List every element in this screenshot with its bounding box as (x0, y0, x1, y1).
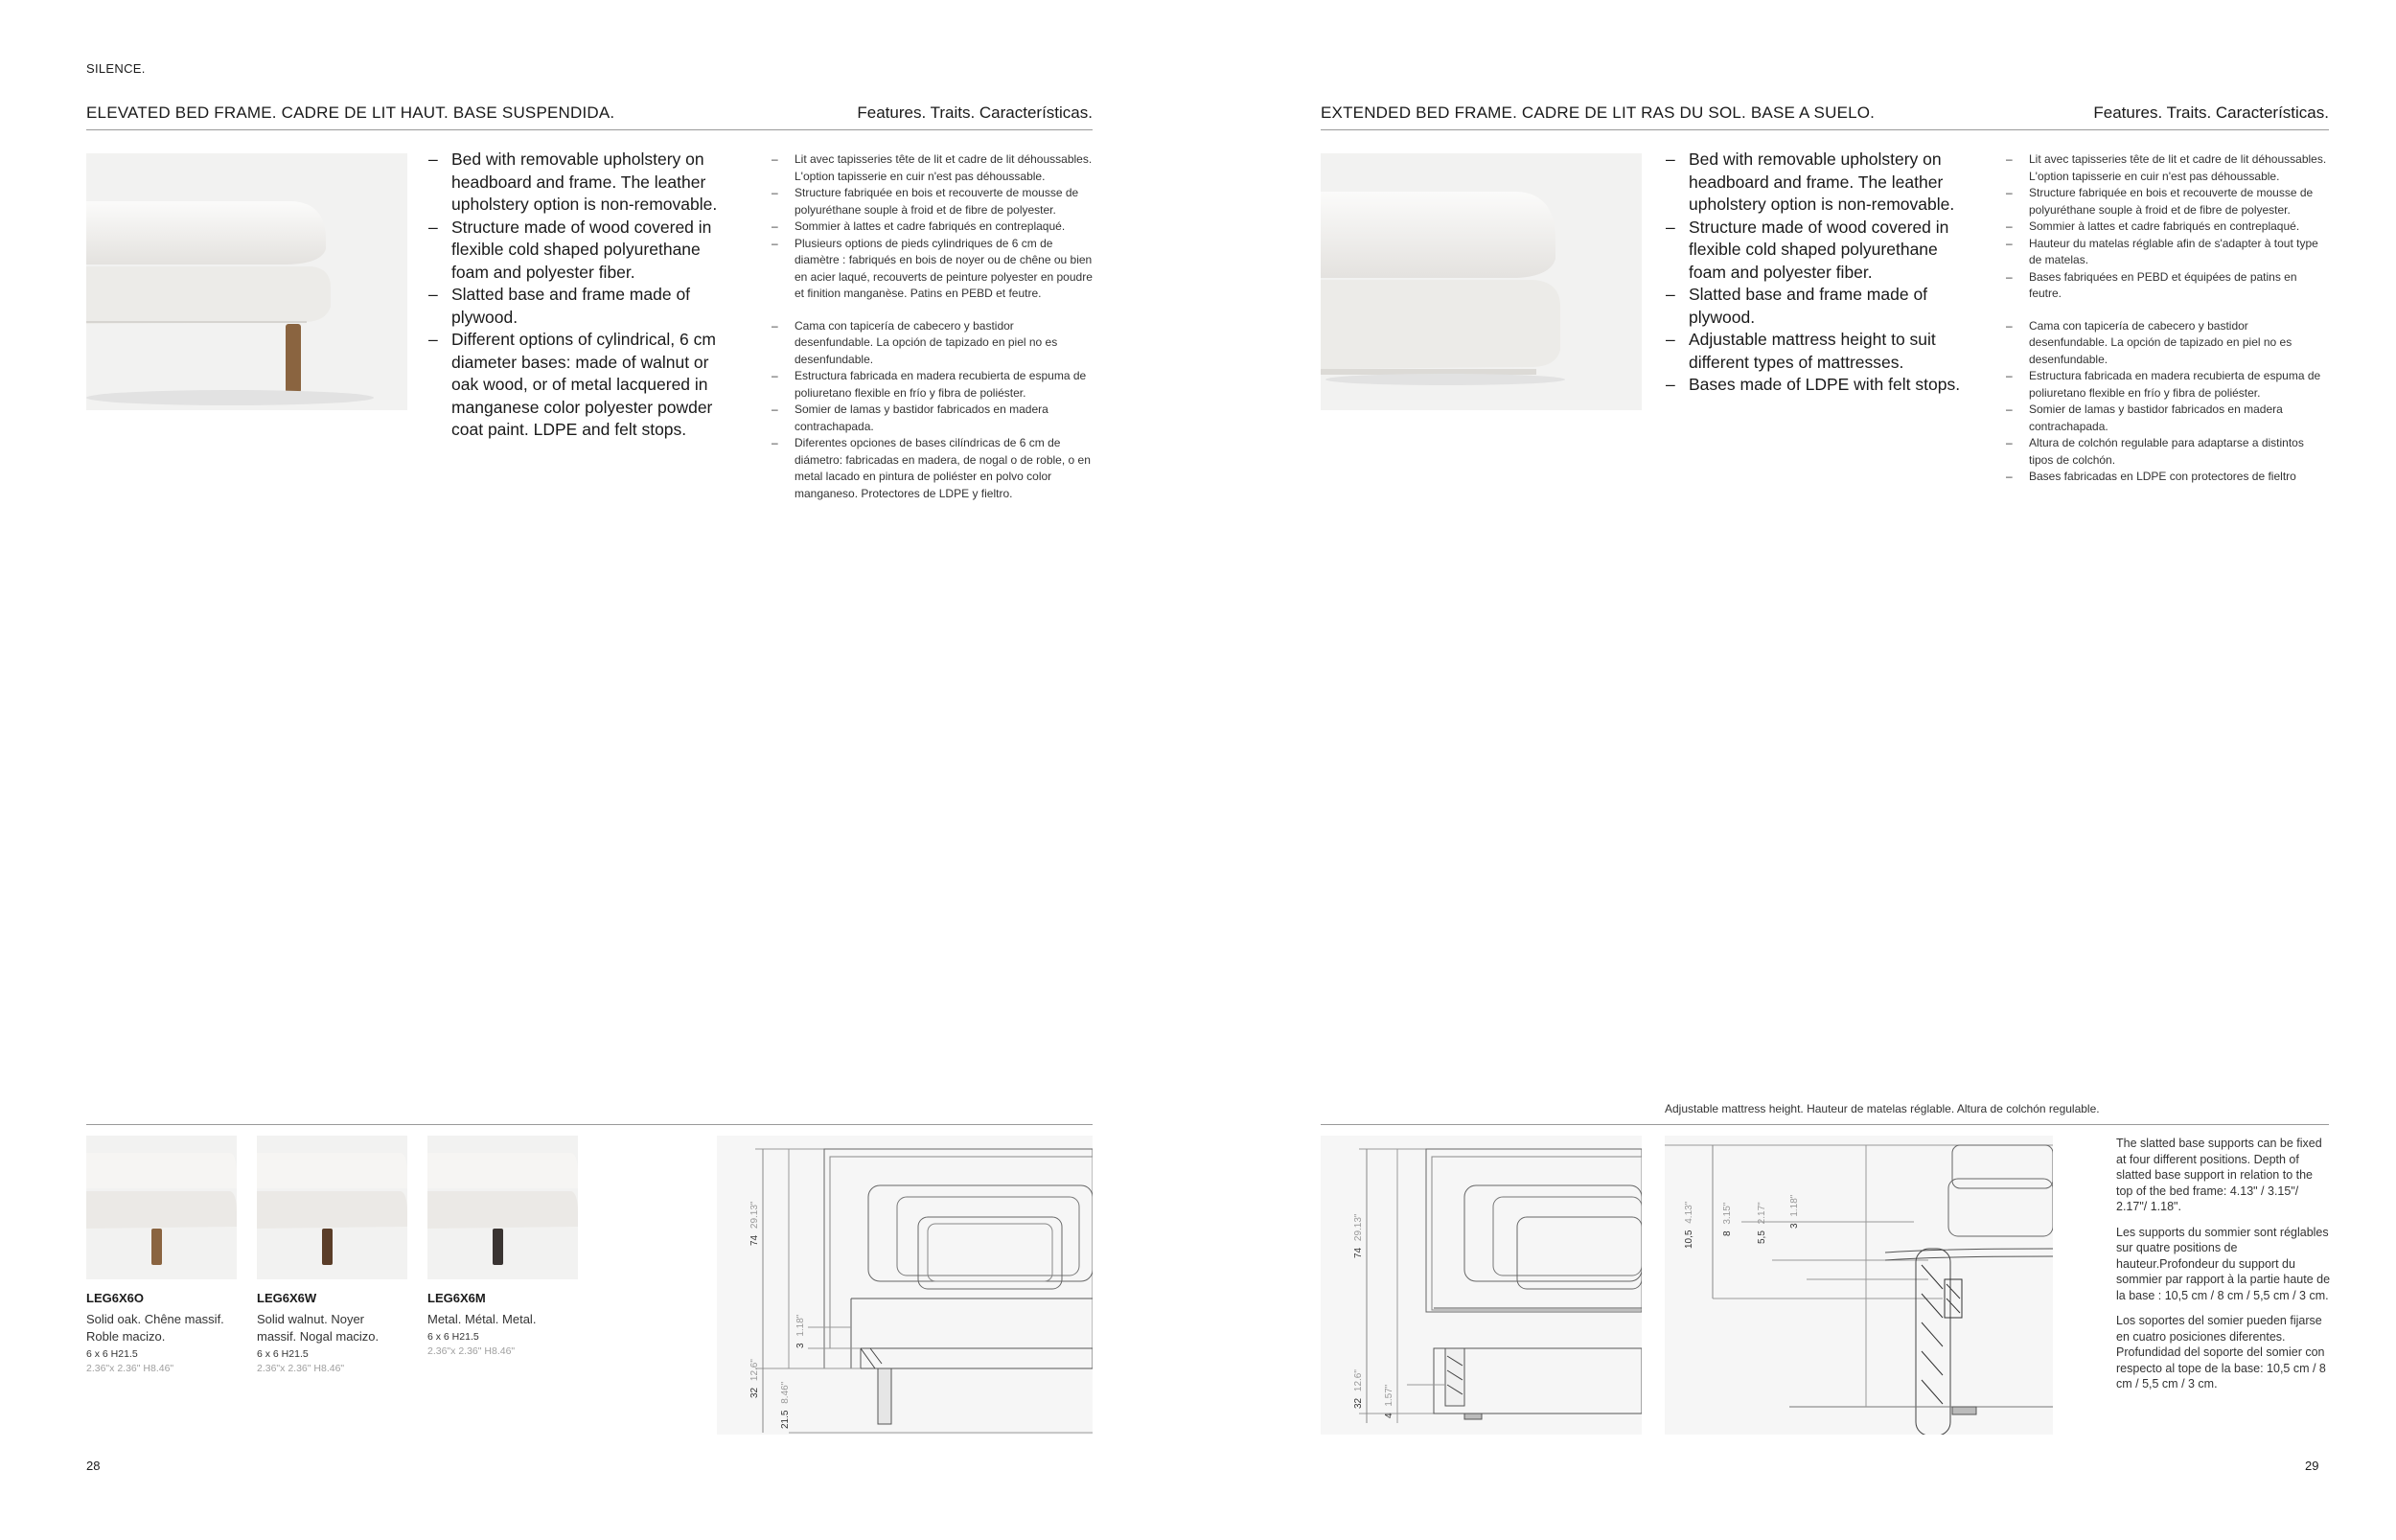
dim-total-height-in: 29.13" (1353, 1213, 1364, 1242)
dim-mid-height: 3 (795, 1343, 806, 1348)
feature-item-fr: – Hauteur du matelas réglable afin de s'adapter à tout type de matelas. (2006, 236, 2318, 266)
elevated-bed-technical-drawing (717, 1136, 1093, 1435)
feature-item-es: – Diferentes opciones de bases cilíndricas de 6 cm de diámetro: fabricadas en madera, de nogal o de roble, o en metal lacado en pintura de poliéster en polvo color manganeso. Protectores de LDPE y fieltro. (772, 436, 1091, 500)
dim-support-4-in: 1.18" (1789, 1194, 1800, 1217)
leg-dimension: 6 x 6 H21.5 (257, 1348, 309, 1360)
leg-option-metal (427, 1136, 581, 1357)
leg-image (427, 1136, 578, 1279)
dim-base-height: 32 (749, 1387, 760, 1398)
feature-item: – Bases made of LDPE with felt stops. (1666, 375, 1961, 394)
page-number-right: 29 (2305, 1459, 2319, 1473)
dim-foot-height: 4 (1384, 1413, 1394, 1418)
leg-dimension-inches: 2.36"x 2.36" H8.46" (257, 1363, 345, 1374)
extended-bed-image (1321, 153, 1642, 410)
feature-item: – Adjustable mattress height to suit different types of mattresses. (1666, 330, 1936, 372)
dim-support-2: 8 (1722, 1230, 1733, 1236)
leg-description: Metal. Métal. Metal. (427, 1312, 537, 1326)
feature-item-es: – Cama con tapicería de cabecero y bastidor desenfundable. La opción de tapizado en piel no es desenfundable. (772, 318, 1058, 366)
leg-swatch (493, 1229, 503, 1265)
feature-item-es: – Estructura fabricada en madera recubierta de espuma de poliuretano flexible en frío y fibra de poliéster. (772, 369, 1087, 400)
mattress-height-caption: Adjustable mattress height. Hauteur de matelas réglable. Altura de colchón regulable. (1665, 1102, 2100, 1115)
leg-code: LEG6X6W (257, 1291, 317, 1305)
leg-dimension: 6 x 6 H21.5 (427, 1331, 479, 1343)
feature-item: – Structure made of wood covered in flexible cold shaped polyurethane foam and polyester fiber. (1666, 217, 1949, 282)
feature-item: – Slatted base and frame made of plywood. (1666, 285, 1928, 327)
feature-item-fr: – Structure fabriquée en bois et recouverte de mousse de polyuréthane souple à froid et de fibre de polyester. (2006, 186, 2314, 217)
leg-dimension-inches: 2.36"x 2.36" H8.46" (427, 1345, 516, 1357)
leg-description: Solid oak. Chêne massif. Roble macizo. (86, 1312, 224, 1344)
dim-mid-height-in: 1.18" (795, 1314, 806, 1337)
feature-item: – Bed with removable upholstery on headboard and frame. The leather upholstery option is non-removable. (1666, 149, 1955, 214)
feature-item: – Different options of cylindrical, 6 cm diameter bases: made of walnut or oak wood, or of metal lacquered in manganese color polyester powder coat paint. LDPE and felt stops. (428, 330, 716, 439)
dim-support-4: 3 (1789, 1223, 1800, 1229)
feature-item-fr: – Lit avec tapisseries tête de lit et cadre de lit déhoussables. L'option tapisserie en cuir n'est pas déhoussable. (2006, 152, 2327, 183)
left-bottom-rule (86, 1124, 1093, 1125)
feature-item-fr: – Sommier à lattes et cadre fabriqués en contreplaqué. (772, 219, 1066, 233)
leg-option-oak (86, 1136, 240, 1374)
leg-image (257, 1136, 407, 1279)
left-english-features (428, 149, 730, 442)
feature-item-es: – Estructura fabricada en madera recubierta de espuma de poliuretano flexible en frío y fibra de poliéster. (2006, 369, 2321, 400)
dim-support-1: 10,5 (1684, 1230, 1694, 1249)
right-bottom-rule (1321, 1124, 2329, 1125)
dim-support-1-in: 4.13" (1684, 1201, 1694, 1224)
feature-item-es: – Somier de lamas y bastidor fabricados en madera contrachapada. (2006, 402, 2283, 433)
dim-support-2-in: 3.15" (1722, 1202, 1733, 1225)
feature-item: – Slatted base and frame made of plywood. (428, 285, 691, 327)
support-text-fr: Les supports du sommier sont réglables sur quatre positions de hauteur.Profondeur du support du sommier par rapport à la partie haute de la base : 10,5 cm / 8 cm / 5,5 cm / 3 cm. (2116, 1225, 2331, 1302)
right-english-features (1666, 149, 1968, 397)
feature-item-es: – Cama con tapicería de cabecero y bastidor desenfundable. La opción de tapizado en piel no es desenfundable. (2006, 318, 2292, 366)
leg-dimension: 6 x 6 H21.5 (86, 1348, 138, 1360)
leg-image (86, 1136, 237, 1279)
page-number-left: 28 (86, 1459, 101, 1473)
feature-item-es: – Bases fabricadas en LDPE con protectores de fieltro (2006, 470, 2296, 483)
leg-option-walnut (257, 1136, 410, 1374)
feature-item-es: – Altura de colchón regulable para adaptarse a distintos tipos de colchón. (2006, 436, 2304, 467)
leg-description: Solid walnut. Noyer massif. Nogal macizo. (257, 1312, 380, 1344)
brand-label: SILENCE. (86, 61, 146, 76)
leg-swatch (151, 1229, 162, 1265)
leg-swatch (322, 1229, 333, 1265)
support-text-es: Los soportes del somier pueden fijarse en cuatro posiciones diferentes. Profundidad del soporte del somier con respecto al tope de la base: 10,5 cm / 8 cm / 5,5 cm / 3 cm. (2116, 1314, 2326, 1391)
leg-code: LEG6X6M (427, 1291, 486, 1305)
dim-leg-height: 21.5 (780, 1410, 791, 1429)
left-title-rule (86, 129, 1093, 130)
feature-item-fr: – Lit avec tapisseries tête de lit et cadre de lit déhoussables. L'option tapisserie en cuir n'est pas déhoussable. (772, 152, 1093, 183)
feature-item-fr: – Plusieurs options de pieds cylindriques de 6 cm de diamètre : fabriqués en bois de noyer ou de chêne ou bien en acier laqué, recouverts de peinture polyester en poudre et finition manganèse. Patins en PEBD et feutre. (772, 236, 1093, 300)
feature-item-fr: – Structure fabriquée en bois et recouverte de mousse de polyuréthane souple à froid et de fibre de polyester. (772, 186, 1079, 217)
feature-item: – Structure made of wood covered in flexible cold shaped polyurethane foam and polyester fiber. (428, 217, 712, 282)
dim-base-height: 32 (1353, 1397, 1364, 1409)
dim-leg-height-in: 8.46" (780, 1381, 791, 1404)
feature-item-fr: – Bases fabriquées en PEBD et équipées de patins en feutre. (2006, 269, 2297, 300)
dim-foot-height-in: 1.57" (1384, 1384, 1394, 1407)
dim-total-height-in: 29.13" (749, 1201, 760, 1230)
left-french-spanish-features (772, 151, 1094, 502)
dim-base-height-in: 12.6" (1353, 1369, 1364, 1392)
support-positions-text (2116, 1136, 2332, 1402)
feature-item-es: – Somier de lamas y bastidor fabricados en madera contrachapada. (772, 402, 1048, 433)
left-section-title: ELEVATED BED FRAME. CADRE DE LIT HAUT. BASE SUSPENDIDA. (86, 103, 615, 122)
dim-base-height-in: 12.6" (749, 1359, 760, 1382)
slatted-base-detail-drawing (1665, 1136, 2053, 1435)
dim-total-height: 74 (749, 1234, 760, 1246)
leg-dimension-inches: 2.36"x 2.36" H8.46" (86, 1363, 174, 1374)
dim-support-3: 5,5 (1757, 1230, 1767, 1244)
dim-support-3-in: 2.17" (1757, 1202, 1767, 1225)
left-features-heading: Features. Traits. Características. (857, 103, 1093, 122)
dim-total-height: 74 (1353, 1247, 1364, 1258)
leg-code: LEG6X6O (86, 1291, 144, 1305)
extended-bed-technical-drawing (1321, 1136, 1642, 1435)
elevated-bed-image (86, 153, 407, 410)
feature-item: – Bed with removable upholstery on headboard and frame. The leather upholstery option is non-removable. (428, 149, 718, 214)
right-features-heading: Features. Traits. Características. (2093, 103, 2329, 122)
right-title-rule (1321, 129, 2329, 130)
right-section-title: EXTENDED BED FRAME. CADRE DE LIT RAS DU SOL. BASE A SUELO. (1321, 103, 1876, 122)
right-french-spanish-features (2006, 151, 2329, 486)
support-text-en: The slatted base supports can be fixed at four different positions. Depth of slatted base support in relation to the top of the bed frame: 4.13" / 3.15"/ 2.17"/ 1.18". (2116, 1137, 2322, 1213)
feature-item-fr: – Sommier à lattes et cadre fabriqués en contreplaqué. (2006, 219, 2300, 233)
